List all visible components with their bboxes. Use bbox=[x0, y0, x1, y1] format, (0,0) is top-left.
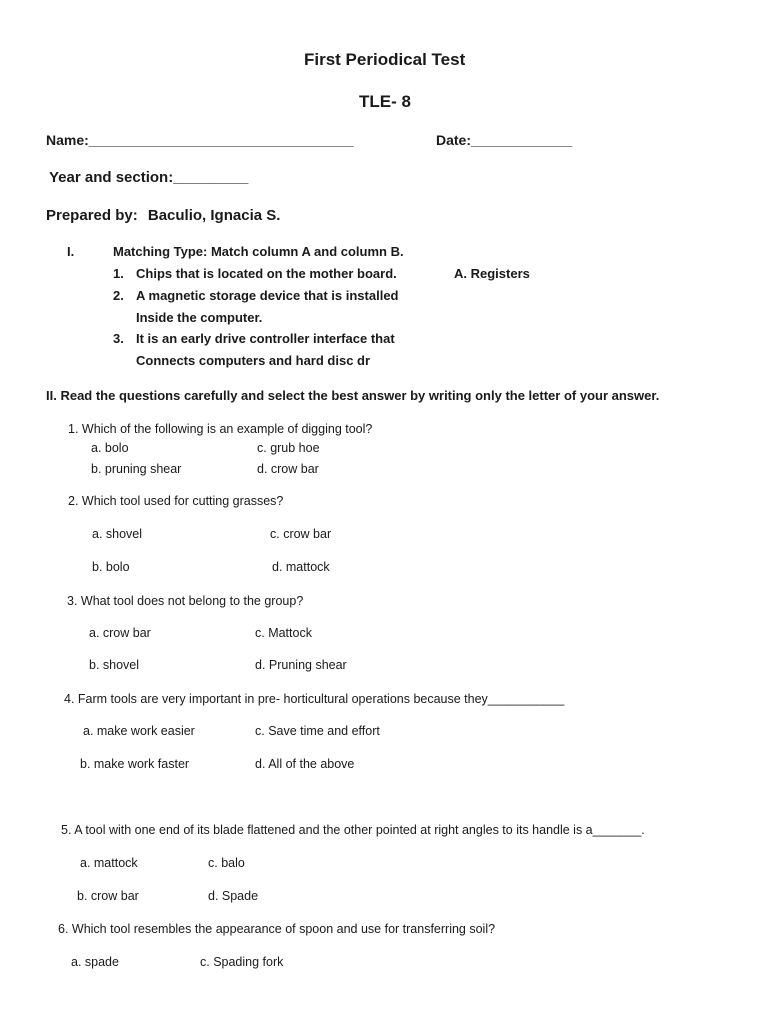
matching-item-num: 1. bbox=[113, 266, 124, 281]
option-a: a. spade bbox=[71, 955, 119, 969]
option-a: a. mattock bbox=[80, 856, 138, 870]
option-d: d. Spade bbox=[208, 889, 259, 903]
matching-item-text: It is an early drive controller interface that bbox=[136, 331, 395, 346]
question-1: 1. Which of the following is an example of digging tool? bbox=[68, 422, 373, 436]
option-b: b. bolo bbox=[92, 560, 130, 574]
option-c: c. Mattock bbox=[255, 626, 312, 640]
prepared-by bbox=[46, 207, 280, 224]
matching-item-text: Chips that is located on the mother board. bbox=[136, 266, 397, 281]
option-b: b. shovel bbox=[89, 658, 140, 672]
option-a: a. crow bar bbox=[89, 626, 151, 640]
option-c: c. grub hoe bbox=[257, 441, 320, 455]
question-6: 6. Which tool resembles the appearance of spoon and use for transferring soil? bbox=[58, 922, 496, 936]
option-a: a. shovel bbox=[92, 527, 143, 541]
option-d: d. All of the above bbox=[255, 757, 355, 771]
option-d: d. crow bar bbox=[257, 462, 319, 476]
matching-item-num: 2. bbox=[113, 288, 124, 303]
matching-item-text: Connects computers and hard disc dr bbox=[136, 353, 371, 368]
option-d: d. mattock bbox=[272, 560, 330, 574]
date-field: Date:_____________ bbox=[436, 132, 573, 148]
question-5: 5. A tool with one end of its blade flattened and the other pointed at right angles to its handle is a_______. bbox=[61, 823, 645, 837]
matching-item-text: A magnetic storage device that is installed bbox=[136, 288, 399, 303]
option-a: a. make work easier bbox=[83, 724, 195, 738]
matching-item-num: 3. bbox=[113, 331, 124, 346]
matching-item-text: Inside the computer. bbox=[136, 310, 263, 325]
subject-title: TLE- 8 bbox=[359, 92, 411, 111]
option-c: c. Spading fork bbox=[200, 955, 284, 969]
question-3: 3. What tool does not belong to the group? bbox=[67, 594, 304, 608]
question-4: 4. Farm tools are very important in pre- horticultural operations because they___________ bbox=[64, 692, 565, 706]
prepared-by-name: Baculio, Ignacia S. bbox=[147, 207, 281, 224]
option-a: a. bolo bbox=[91, 441, 129, 455]
year-section-field: Year and section:_________ bbox=[49, 169, 249, 186]
prepared-by-label: Prepared by: bbox=[46, 207, 138, 224]
option-b: b. pruning shear bbox=[91, 462, 182, 476]
name-field: Name:__________________________________ bbox=[46, 132, 354, 148]
option-b: b. crow bar bbox=[77, 889, 139, 903]
part1-numeral: I. bbox=[67, 244, 75, 259]
option-b: b. make work faster bbox=[80, 757, 190, 771]
option-d: d. Pruning shear bbox=[255, 658, 347, 672]
question-2: 2. Which tool used for cutting grasses? bbox=[68, 494, 284, 508]
option-c: c. balo bbox=[208, 856, 245, 870]
option-c: c. crow bar bbox=[270, 527, 332, 541]
part1-heading: Matching Type: Match column A and column B. bbox=[113, 244, 404, 259]
part2-heading: II. Read the questions carefully and select the best answer by writing only the letter of your answer. bbox=[46, 388, 660, 403]
column-b-item: A. Registers bbox=[454, 266, 530, 281]
page-title: First Periodical Test bbox=[304, 50, 466, 69]
option-c: c. Save time and effort bbox=[255, 724, 380, 738]
